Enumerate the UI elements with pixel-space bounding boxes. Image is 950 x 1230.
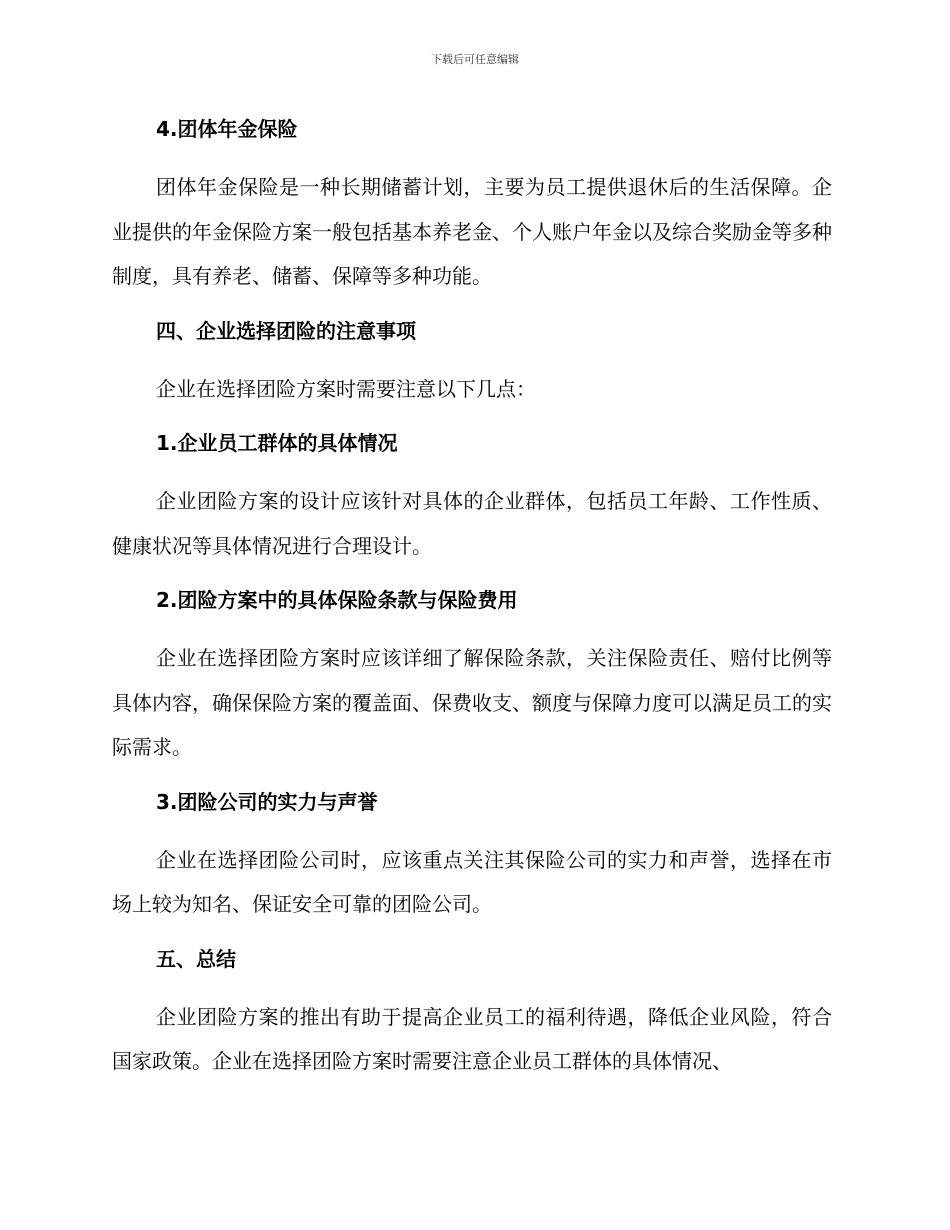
page-header-note: 下载后可任意编辑	[431, 53, 519, 66]
paragraph-group-annuity: 团体年金保险是一种长期储蓄计划，主要为员工提供退休后的生活保障。企业提供的年金保险方案一般包括基本养老金、个人账户年金以及综合奖励金等多种制度，具有养老、储蓄、保障等多种功能。	[112, 175, 832, 288]
paragraph-section-four-intro: 企业在选择团险方案时需要注意以下几点：	[156, 376, 536, 401]
heading-point-two: 2.团险方案中的具体保险条款与保险费用	[156, 588, 518, 612]
heading-group-annuity: 4.团体年金保险	[156, 117, 298, 141]
heading-point-three: 3.团险公司的实力与声誉	[156, 789, 378, 814]
paragraph-point-one: 企业团险方案的设计应该针对具体的企业群体，包括员工年龄、工作性质、健康状况等具体情况进行合理设计。	[112, 489, 832, 558]
paragraph-point-two: 企业在选择团险方案时应该详细了解保险条款，关注保险责任、赔付比例等具体内容，确保保险方案的覆盖面、保费收支、额度与保障力度可以满足员工的实际需求。	[112, 646, 832, 759]
heading-section-five: 五、总结	[156, 946, 236, 971]
heading-point-one: 1.企业员工群体的具体情况	[156, 431, 398, 455]
document-body	[112, 113, 832, 1084]
paragraph-summary: 企业团险方案的推出有助于提高企业员工的福利待遇，降低企业风险，符合国家政策。企业在选择团险方案时需要注意企业员工群体的具体情况、	[112, 1004, 832, 1073]
paragraph-point-three: 企业在选择团险公司时，应该重点关注其保险公司的实力和声誉，选择在市场上较为知名、保证安全可靠的团险公司。	[112, 847, 832, 916]
heading-section-four: 四、企业选择团险的注意事项	[156, 318, 416, 343]
